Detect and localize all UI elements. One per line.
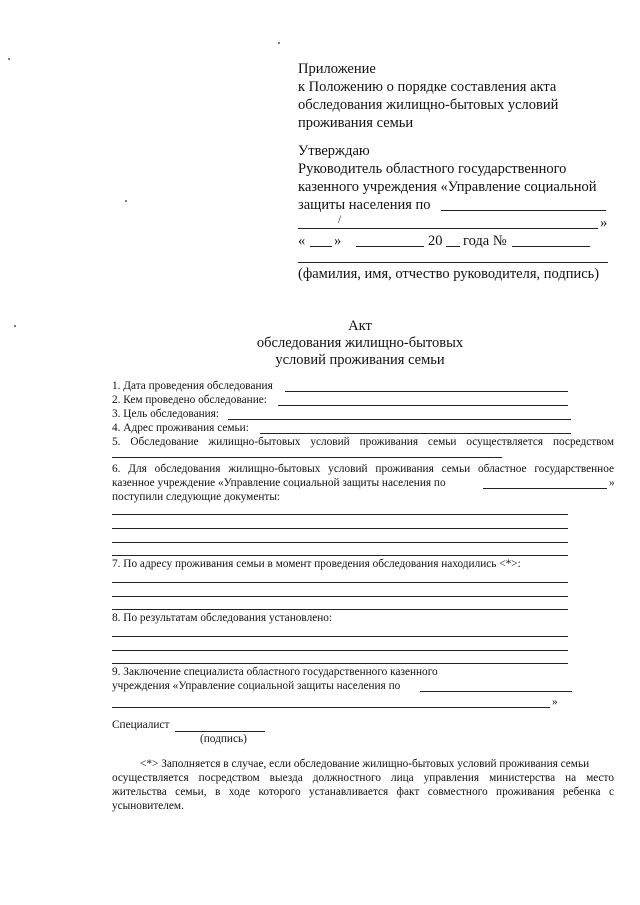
specialist-signature-blank: [175, 731, 265, 732]
approve-line-3: защиты населения по: [298, 197, 431, 213]
item-6-region-blank: [483, 488, 607, 489]
item-7-blank-3: [112, 609, 568, 610]
doc-title-line-1: Акт: [348, 318, 372, 334]
approve-line-1: Руководитель областного государственного: [298, 161, 567, 177]
date-close-quote: »: [334, 233, 342, 249]
approve-slash: /: [338, 214, 342, 226]
item-6-close-quote: »: [609, 477, 615, 489]
footnote-line-4: усыновителем.: [112, 800, 184, 812]
item-8-blank-1: [112, 636, 568, 637]
item-7-blank-1: [112, 582, 568, 583]
item-1-blank: [285, 391, 568, 392]
specialist-label: Специалист: [112, 719, 170, 731]
signature-blank: [298, 262, 608, 263]
document-number-blank: [512, 246, 590, 247]
item-2-label: 2. Кем проведено обследование:: [112, 394, 267, 406]
date-year-prefix: 20: [428, 233, 443, 249]
item-8-label: 8. По результатам обследования установлено:: [112, 612, 333, 624]
scan-speck: [278, 42, 280, 44]
approve-region-blank: [441, 210, 606, 211]
footnote-line-1: <*> Заполняется в случае, если обследование жилищно-бытовых условий проживания семьи: [140, 758, 590, 770]
scan-speck: [14, 325, 16, 327]
item-6-line-2: казенное учреждение «Управление социальной защиты населения по: [112, 477, 446, 489]
item-9-region-blank: [420, 691, 572, 692]
item-9-close-quote: »: [552, 696, 558, 708]
item-4-blank: [260, 433, 571, 434]
date-open-quote: «: [298, 233, 306, 249]
item-5-label: 5. Обследование жилищно-бытовых условий проживания семьи осуществляется посредством: [112, 436, 614, 448]
signature-caption: (фамилия, имя, отчество руководителя, подпись): [298, 266, 600, 282]
item-2-blank: [278, 405, 568, 406]
footnote-line-3: жительства семьи, в ходе которого устанавливается факт совместного проживания ребенка с: [112, 786, 614, 798]
item-1-label: 1. Дата проведения обследования: [112, 380, 273, 392]
item-3-blank: [228, 419, 571, 420]
item-6-line-1: 6. Для обследования жилищно-бытовых условий проживания семьи областное государственное: [112, 463, 614, 475]
appendix-line-4: проживания семьи: [298, 115, 414, 131]
item-8-blank-3: [112, 663, 568, 664]
item-8-blank-2: [112, 650, 568, 651]
approve-region-blank-2: [298, 228, 598, 229]
item-6-blank-2: [112, 528, 568, 529]
doc-title-line-2: обследования жилищно-бытовых: [256, 335, 464, 351]
item-6-blank-3: [112, 542, 568, 543]
appendix-line-2: к Положению о порядке составления акта: [298, 79, 557, 95]
approve-word: Утверждаю: [298, 143, 370, 159]
appendix-line-1: Приложение: [298, 61, 376, 77]
date-year-suffix: года №: [463, 233, 507, 249]
footnote-line-2: осуществляется посредством выезда должностного лица управления министерства на место: [112, 772, 614, 784]
item-9-line-2: учреждения «Управление социальной защиты населения по: [112, 680, 401, 692]
approve-line-2: казенного учреждения «Управление социальной: [298, 179, 597, 195]
scan-speck: [8, 58, 10, 60]
appendix-line-3: обследования жилищно-бытовых условий: [298, 97, 559, 113]
item-9-blank: [112, 707, 550, 708]
date-month-blank: [356, 246, 424, 247]
item-6-blank-4: [112, 555, 568, 556]
item-9-line-1: 9. Заключение специалиста областного государственного казенного: [112, 666, 438, 678]
doc-title-line-3: условий проживания семьи: [275, 352, 445, 368]
item-7-blank-2: [112, 596, 568, 597]
item-7-label: 7. По адресу проживания семьи в момент проведения обследования находились <*>:: [112, 558, 521, 570]
item-6-line-3: поступили следующие документы:: [112, 491, 281, 503]
item-4-label: 4. Адрес проживания семьи:: [112, 422, 249, 434]
scan-speck: [125, 200, 127, 202]
item-6-blank-1: [112, 514, 568, 515]
specialist-caption: (подпись): [200, 733, 247, 745]
date-day-blank: [310, 246, 332, 247]
item-5-blank: [112, 457, 502, 458]
approve-close-quote: »: [600, 215, 608, 231]
date-year-blank: [446, 246, 460, 247]
item-3-label: 3. Цель обследования:: [112, 408, 220, 420]
